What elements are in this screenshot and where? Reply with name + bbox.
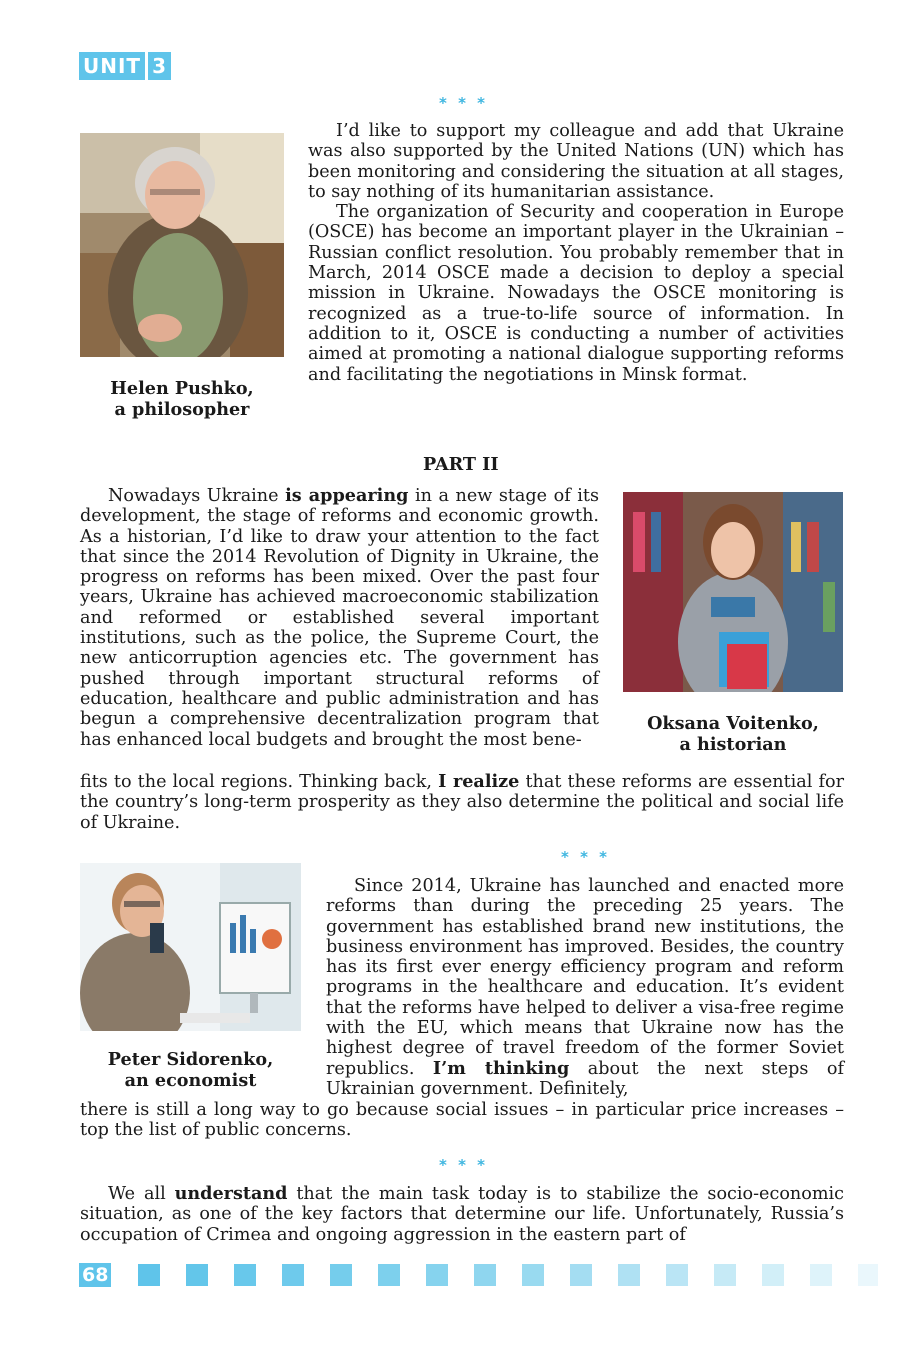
section1-text bbox=[308, 121, 844, 385]
paragraph: The organization of Security and cooperation in Europe (OSCE) has become an important player in the Ukrainian – Russian conflict resolution. You probably remember that in March, 2014 OSCE made a decision to deploy a special mission in Ukraine. Nowadays the OSCE monitoring is recognized as a true-to-life source of information. In addition to it, OSCE is conducting a number of activities aimed at promoting a national dialogue supporting reforms and facilitating the negotiations in Minsk format. bbox=[308, 202, 844, 385]
section4-text bbox=[80, 1184, 844, 1245]
caption-role: a historian bbox=[679, 734, 787, 755]
unit-badge bbox=[79, 52, 171, 80]
paragraph: I’d like to support my colleague and add that Ukraine was also supported by the United Nations (UN) which has been monitoring and considering the situation at all stages, to say nothing of its humanitarian assistance. bbox=[308, 121, 844, 202]
unit-number: 3 bbox=[148, 52, 171, 80]
helen-pushko-caption bbox=[80, 378, 284, 420]
text-run: that the main task today is to stabilize the socio-economic situation, as one of the key factors that determine our life. Unfortunately, Russia’s occupation of Crimea and ongoing aggression in the eastern part of bbox=[80, 1184, 844, 1245]
section-separator: * * * bbox=[439, 94, 488, 112]
page-number: 68 bbox=[79, 1263, 111, 1287]
text-run: in a new stage of its development, the stage of reforms and economic growth. As a historian, I’d like to draw your attention to the fact that since the 2014 Revolution of Dignity in Ukraine, the progress on reforms has been mixed. Over the past four years, Ukraine has achieved macroeconomic stabilization and reformed or established several important institutions, such as the police, the Supreme Court, the new anticorruption agencies etc. The government has pushed through important structural reforms of education, healthcare and public administration and has begun a comprehensive decentralization program that has enhanced local budgets and brought the most bene- bbox=[80, 486, 600, 750]
unit-label: UNIT bbox=[79, 52, 145, 80]
section3-text-full bbox=[80, 1100, 844, 1141]
part2-text-column bbox=[80, 486, 599, 750]
caption-role: a philosopher bbox=[114, 399, 250, 420]
text-run: fits to the local regions. Thinking back, bbox=[80, 772, 439, 792]
text-run: that these reforms are essential for the country’s long-term prosperity as they also determine the political and social life of Ukraine. bbox=[80, 772, 844, 833]
part-heading: PART II bbox=[423, 454, 499, 475]
emphasis: understand bbox=[174, 1183, 288, 1204]
caption-name: Oksana Voitenko, bbox=[647, 713, 819, 734]
oksana-voitenko-photo bbox=[623, 492, 843, 692]
emphasis: is appearing bbox=[285, 485, 409, 506]
caption-name: Helen Pushko, bbox=[110, 378, 254, 399]
emphasis: I’m thinking bbox=[432, 1057, 570, 1079]
paragraph: there is still a long way to go because social issues – in particular price increases – top the list of public concerns. bbox=[80, 1100, 844, 1141]
text-run: Nowadays Ukraine bbox=[108, 486, 286, 506]
emphasis: I realize bbox=[438, 771, 520, 792]
text-run: Since 2014, Ukraine has launched and enacted more reforms than during the preceding 25 years. The government has established brand new institutions, the business environment has improved. Besides, the country has its first ever energy efficiency program and reform programs in the healthcare and education. It’s evident that the reforms have helped to deliver a visa-free regime with the EU, which means that Ukraine now has the highest degree of travel freedom of the former Soviet republics. bbox=[326, 876, 844, 1079]
oksana-voitenko-caption bbox=[623, 713, 843, 755]
text-run: We all bbox=[108, 1184, 175, 1204]
caption-role: an economist bbox=[124, 1070, 257, 1091]
section-separator: * * * bbox=[561, 848, 610, 866]
peter-sidorenko-caption bbox=[80, 1049, 301, 1091]
section3-text-column bbox=[326, 876, 844, 1099]
peter-sidorenko-photo bbox=[80, 863, 301, 1031]
text-run: about the next steps of Ukrainian government. Definitely, bbox=[326, 1058, 845, 1099]
helen-pushko-photo bbox=[80, 133, 284, 357]
part2-text-full bbox=[80, 772, 844, 833]
caption-name: Peter Sidorenko, bbox=[107, 1049, 274, 1070]
section-separator: * * * bbox=[439, 1156, 488, 1174]
